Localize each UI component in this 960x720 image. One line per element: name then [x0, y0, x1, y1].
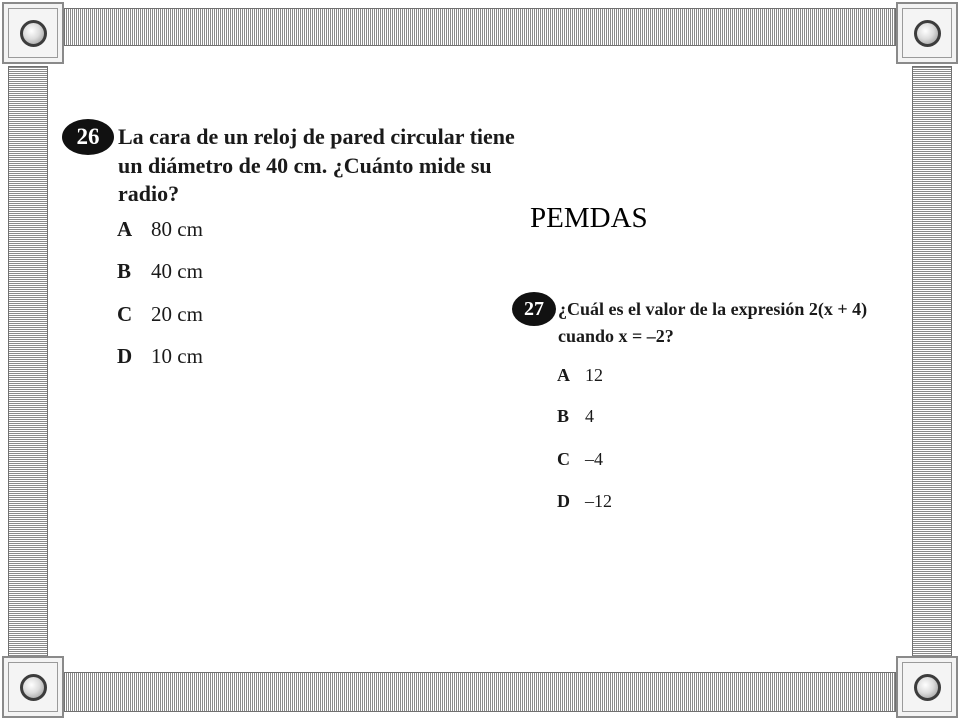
option-letter: A	[117, 217, 133, 241]
option-letter: A	[557, 365, 570, 385]
frame-corner-top-right	[896, 2, 958, 64]
question-number-badge: 27	[512, 292, 556, 326]
answer-option	[117, 259, 203, 284]
question-stem-line: La cara de un reloj de pared circular tiene	[118, 124, 515, 149]
option-value: 40 cm	[151, 259, 203, 283]
answer-option	[557, 406, 594, 427]
frame-left-band	[8, 66, 48, 658]
option-value: 4	[585, 406, 594, 426]
frame-top-band	[64, 8, 896, 46]
option-letter: B	[557, 406, 570, 426]
option-letter: D	[117, 344, 133, 368]
option-value: 12	[585, 365, 603, 385]
question-stem-line: ¿Cuál es el valor de la expresión 2(x + 4)	[558, 299, 868, 319]
option-letter: D	[557, 491, 570, 511]
frame-corner-top-left	[2, 2, 64, 64]
option-value: 80 cm	[151, 217, 203, 241]
option-value: 10 cm	[151, 344, 203, 368]
option-value: –12	[585, 491, 612, 511]
option-letter: C	[557, 449, 570, 469]
question-stem-line: un diámetro de 40 cm. ¿Cuánto mide su	[118, 153, 492, 178]
frame-corner-bottom-left	[2, 656, 64, 718]
knob-icon	[20, 20, 47, 47]
answer-option	[117, 302, 203, 327]
answer-option	[557, 449, 603, 470]
frame-right-band	[912, 66, 952, 658]
option-letter: C	[117, 302, 133, 326]
pemdas-note: PEMDAS	[530, 202, 648, 234]
knob-icon	[20, 674, 47, 701]
answer-option	[557, 491, 612, 512]
knob-icon	[914, 20, 941, 47]
option-letter: B	[117, 259, 132, 283]
option-value: –4	[585, 449, 603, 469]
question-stem-line: cuando x = –2?	[558, 326, 674, 346]
knob-icon	[914, 674, 941, 701]
frame-corner-bottom-right	[896, 656, 958, 718]
question-number-badge: 26	[62, 119, 114, 155]
frame-bottom-band	[64, 672, 896, 712]
question-stem-line: radio?	[118, 181, 180, 206]
answer-option	[117, 344, 203, 369]
answer-option	[117, 217, 203, 242]
option-value: 20 cm	[151, 302, 203, 326]
answer-option	[557, 365, 603, 386]
